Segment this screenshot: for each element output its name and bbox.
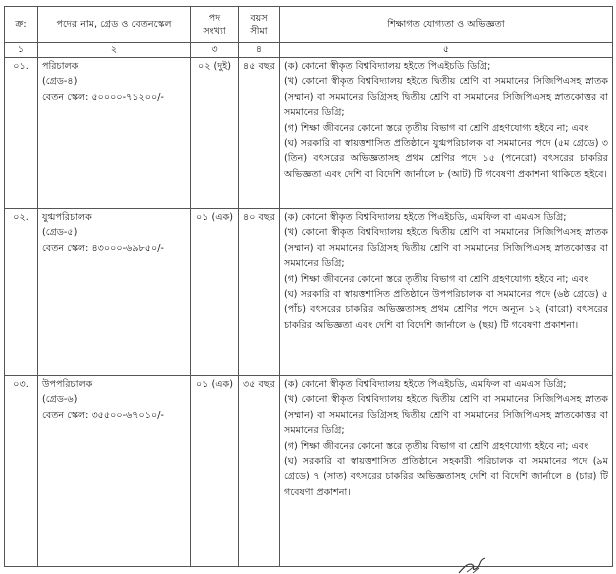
qualifications-cell	[280, 376, 613, 567]
post-cell	[38, 376, 191, 567]
header-posts-line2: সংখ্যা	[203, 25, 226, 37]
header-qualifications: শিক্ষাগত যোগ্যতা ও অভিজ্ঞতা	[280, 7, 613, 43]
table-row	[5, 58, 613, 209]
pay-scale: বেতন স্কেল: ৪৩০০০-৬৯৮৫০/-	[42, 242, 164, 254]
qualification-item: (ক) কোনো স্বীকৃত বিশ্ববিদ্যালয় হইতে পিএইচডি, এমফিল বা এমএস ডিগ্রি;	[284, 379, 567, 390]
post-cell	[38, 209, 191, 376]
signature-icon	[455, 556, 495, 574]
post-grade: (গ্রেড-৪)	[42, 76, 78, 88]
header-posts-line1: পদ	[208, 12, 221, 24]
post-name: পরিচালক	[42, 61, 79, 72]
qualification-item: (গ) শিক্ষা জীবনের কোনো স্তরে তৃতীয় বিভাগ বা শ্রেণি গ্রহণযোগ্য হইবে না; এবং	[284, 122, 589, 134]
column-number: ৪	[239, 43, 280, 58]
qualification-item: (গ) শিক্ষা জীবনের কোনো স্তরে তৃতীয় বিভাগ বা শ্রেণি গ্রহণযোগ্য হইবে না; এবং	[284, 273, 589, 285]
table-row	[5, 376, 613, 567]
posts-count: ০১ (এক)	[191, 376, 239, 567]
qualification-item: (ক) কোনো স্বীকৃত বিশ্ববিদ্যালয় হইতে পিএইচডি, এমফিল বা এমএস ডিগ্রি;	[284, 212, 567, 223]
age-limit: ৪৫ বছর	[239, 58, 280, 209]
qualification-item: (খ) কোনো স্বীকৃত বিশ্ববিদ্যালয় হইতে দ্বিতীয় শ্রেণি বা সমমানের সিজিপিএসহ স্নাতক (সম্মান) বা সমমানের ডিগ্রিসহ দ্বিতীয় শ্রেণি বা সমমানের সিজিপিএসহ স্নাতকোত্তর বা সমমানের ডিগ্রি;	[284, 227, 608, 270]
post-name: উপপরিচালক	[42, 379, 93, 390]
qualification-item: (খ) কোনো স্বীকৃত বিশ্ববিদ্যালয় হইতে দ্বিতীয় শ্রেণি বা সমমানের সিজিপিএসহ স্নাতক (সম্মান) বা সমমানের ডিগ্রিসহ দ্বিতীয় শ্রেণি বা সমমানের সিজিপিএসহ স্নাতকোত্তর বা সমমানের ডিগ্রি;	[284, 394, 608, 437]
posts-count: ০১ (এক)	[191, 209, 239, 376]
table-header-row	[5, 7, 613, 43]
post-name: যুগ্মপরিচালক	[42, 212, 92, 223]
header-age	[239, 7, 280, 43]
post-grade: (গ্রেড-৬)	[42, 394, 78, 406]
header-serial: ক্র:	[5, 7, 38, 43]
qualification-item: (ঘ) সরকারি বা স্বায়ত্তশাসিত প্রতিষ্ঠানে যুগ্মপরিচালক বা সমমানের পদে (৫ম গ্রেডে) ৩ (তিন) বৎসরের অভিজ্ঞতাসহ প্রথম শ্রেণির পদে ১৫ (পনেরো) বৎসরের চাকরির অভিজ্ঞতা এবং দেশি বা বিদেশি জার্নালে ৮ (আট) টি গবেষণা প্রকাশনা থাকিতে হইবে।	[284, 138, 608, 180]
header-posts	[191, 7, 239, 43]
header-post-name: পদের নাম, গ্রেড ও বেতনস্কেল	[38, 7, 191, 43]
qualifications-cell	[280, 58, 613, 209]
qualification-item: (ক) কোনো স্বীকৃত বিশ্ববিদ্যালয় হইতে পিএইচডি ডিগ্রি;	[284, 61, 491, 72]
column-number-row	[5, 43, 613, 58]
header-age-line1: বয়স	[250, 12, 268, 24]
column-number: ৩	[191, 43, 239, 58]
pay-scale: বেতন স্কেল: ৫০০০০-৭১২০০/-	[42, 91, 164, 103]
post-grade: (গ্রেড-৫)	[42, 227, 78, 239]
column-number: ১	[5, 43, 38, 58]
serial-cell: ০৩.	[5, 376, 38, 567]
qualification-item: (খ) কোনো স্বীকৃত বিশ্ববিদ্যালয় হইতে দ্বিতীয় শ্রেণি বা সমমানের সিজিপিএসহ স্নাতক (সম্মান) বা সমমানের ডিগ্রিসহ দ্বিতীয় শ্রেণি বা সমমানের সিজিপিএসহ স্নাতকোত্তর বা সমমানের ডিগ্রি;	[284, 76, 608, 119]
qualification-item: (গ) শিক্ষা জীবনের কোনো স্তরে তৃতীয় বিভাগ বা শ্রেণি গ্রহণযোগ্য হইবে না; এবং	[284, 440, 589, 452]
qualification-table	[4, 6, 613, 567]
serial-cell: ০১.	[5, 58, 38, 209]
header-age-line2: সীমা	[250, 25, 268, 37]
pay-scale: বেতন স্কেল: ৩৫৫০০-৬৭০১০/-	[42, 409, 164, 421]
age-limit: ৪০ বছর	[239, 209, 280, 376]
table-row	[5, 209, 613, 376]
qualification-item: (ঘ) সরকারি বা স্বায়ত্তশাসিত প্রতিষ্ঠানে উপপরিচালক বা সমমানের পদে (৬ষ্ঠ গ্রেডে) ৫ (পাঁচ) বৎসরের চাকরির অভিজ্ঞতাসহ প্রথম শ্রেণির পদে অন্যূন ১২ (বারো) বৎসরের চাকরির অভিজ্ঞতা এবং দেশি বা বিদেশি জার্নালে ৬ (ছয়) টি গবেষণা প্রকাশনা।	[284, 289, 608, 331]
column-number: ২	[38, 43, 191, 58]
serial-cell: ০২.	[5, 209, 38, 376]
posts-count: ০২ (দুই)	[191, 58, 239, 209]
column-number: ৫	[280, 43, 613, 58]
post-cell	[38, 58, 191, 209]
qualifications-cell	[280, 209, 613, 376]
qualification-item: (ঘ) সরকারি বা স্বায়ত্তশাসিত প্রতিষ্ঠানে সহকারী পরিচালক বা সমমানের পদে (৯ম গ্রেডে) ৭ (সাত) বৎসরের চাকরির অভিজ্ঞতাসহ দেশি বা বিদেশি জার্নালে ৪ (চার) টি গবেষণা প্রকাশনা।	[284, 456, 608, 498]
age-limit: ৩৫ বছর	[239, 376, 280, 567]
